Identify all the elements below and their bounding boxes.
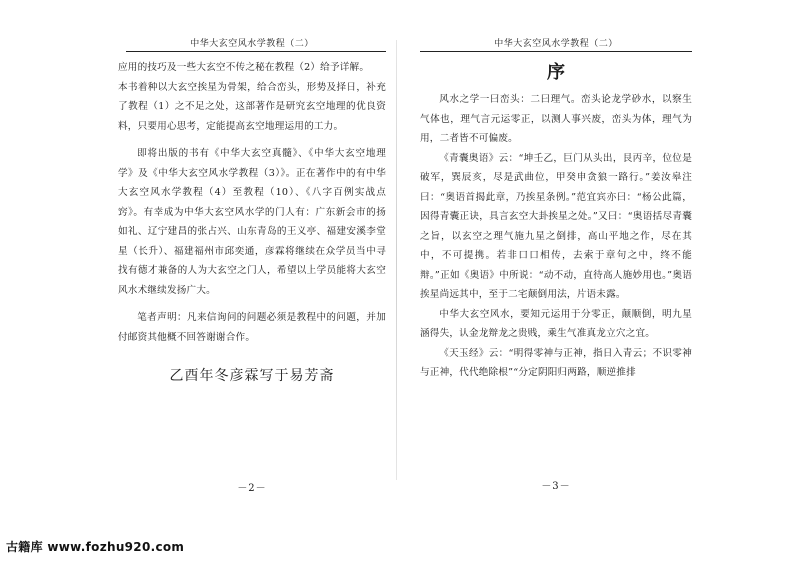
paragraph-xuankong: 中华大玄空风水，要知元运用于分零正，颠顺倒，明九星涵得失，认金龙辩龙之贵贱，乘生气准真龙立穴之宜。 xyxy=(420,308,692,339)
book-spine xyxy=(396,40,397,480)
running-header: 中华大玄空风水学教程（二） xyxy=(494,39,618,49)
paragraph-gap xyxy=(118,300,386,308)
paragraph-continuation: 应用的技巧及一些大玄空不传之秘在教程（2）给予详解。 xyxy=(118,62,370,73)
header-rule xyxy=(420,51,692,52)
site-watermark: 古籍库 www.fozhu920.com xyxy=(6,540,185,554)
paragraph-tianyu-quote: 《天玉经》云：“明得零神与正神，指日入青云；不识零神与正神，代代绝除根”“分定阴阳归两路，顺逆推排 xyxy=(420,347,692,378)
preface-title: 序 xyxy=(547,62,565,83)
paragraph-gap xyxy=(118,136,386,144)
page-number: －2－ xyxy=(237,483,267,494)
paragraph-upcoming-books: 即将出版的书有《中华大玄空真髓》、《中华大玄空地理学》及《中华大玄空风水学教程（3）》。正在著作中的有中华大玄空风水学教程（4）至教程（10）、《八字百例实战点窍》。有幸成为中华大玄空风水学的门人有：广东新会市的扬如礼、辽宁建昌的张占兴、山东青岛的王义亭、福建安溪李堂星（长升）、福建福州市邱奕通，彦霖将继续在众学员当中寻找有德才兼备的人为大玄空之门人，希望以上学员能将大玄空风水术继续发扬广大。 xyxy=(118,148,386,296)
running-header: 中华大玄空风水学教程（二） xyxy=(190,39,314,49)
paragraph-book-summary: 本书着种以大玄空挨星为骨架，给合峦头，形势及择日，补充了教程（1）之不足之处，这部著作是研究玄空地理的优良资料，只要用心思考，定能提高玄空地理运用的工力。 xyxy=(118,81,386,132)
paragraph-intro: 风水之学一曰峦头：二曰理气。峦头论龙学砂水，以察生气体也，理气言元运零正，以测人事兴废，峦头为体，理气为用，二者皆不可偏废。 xyxy=(420,94,692,144)
page-number: －3－ xyxy=(541,481,571,492)
author-signature: 乙酉年冬彦霖写于易芳斋 xyxy=(169,368,335,384)
left-page xyxy=(118,36,386,506)
right-page xyxy=(420,36,692,506)
paragraph-qingnang-quote: 《青囊奥语》云：“坤壬乙，巨门从头出，艮丙辛，位位是破军，巽辰亥，尽是武曲位，甲癸申贪狼一路行。”姜汝皋注曰：“奥语首揭此章，乃挨星条例。”范宜宾亦曰：“杨公此篇，因得青囊正诀，具言玄空大卦挨星之处。”又曰：“奥语括尽青囊之旨，以玄空之理气施九星之倒排，高山平地之作，尽在其中，不可提携。若非口口相传，去索于章句之中，终不能辩。”正如《奥语》中所说：“动不动，直待高人施妙用也。”奥语挨星尚远其中，至于二宅颠倒用法，片语未露。 xyxy=(420,152,692,300)
paragraph-author-statement: 笔者声明：凡来信询问的问题必须是教程中的问题，并加付邮资其他概不回答谢谢合作。 xyxy=(118,312,386,343)
header-rule xyxy=(126,51,386,52)
